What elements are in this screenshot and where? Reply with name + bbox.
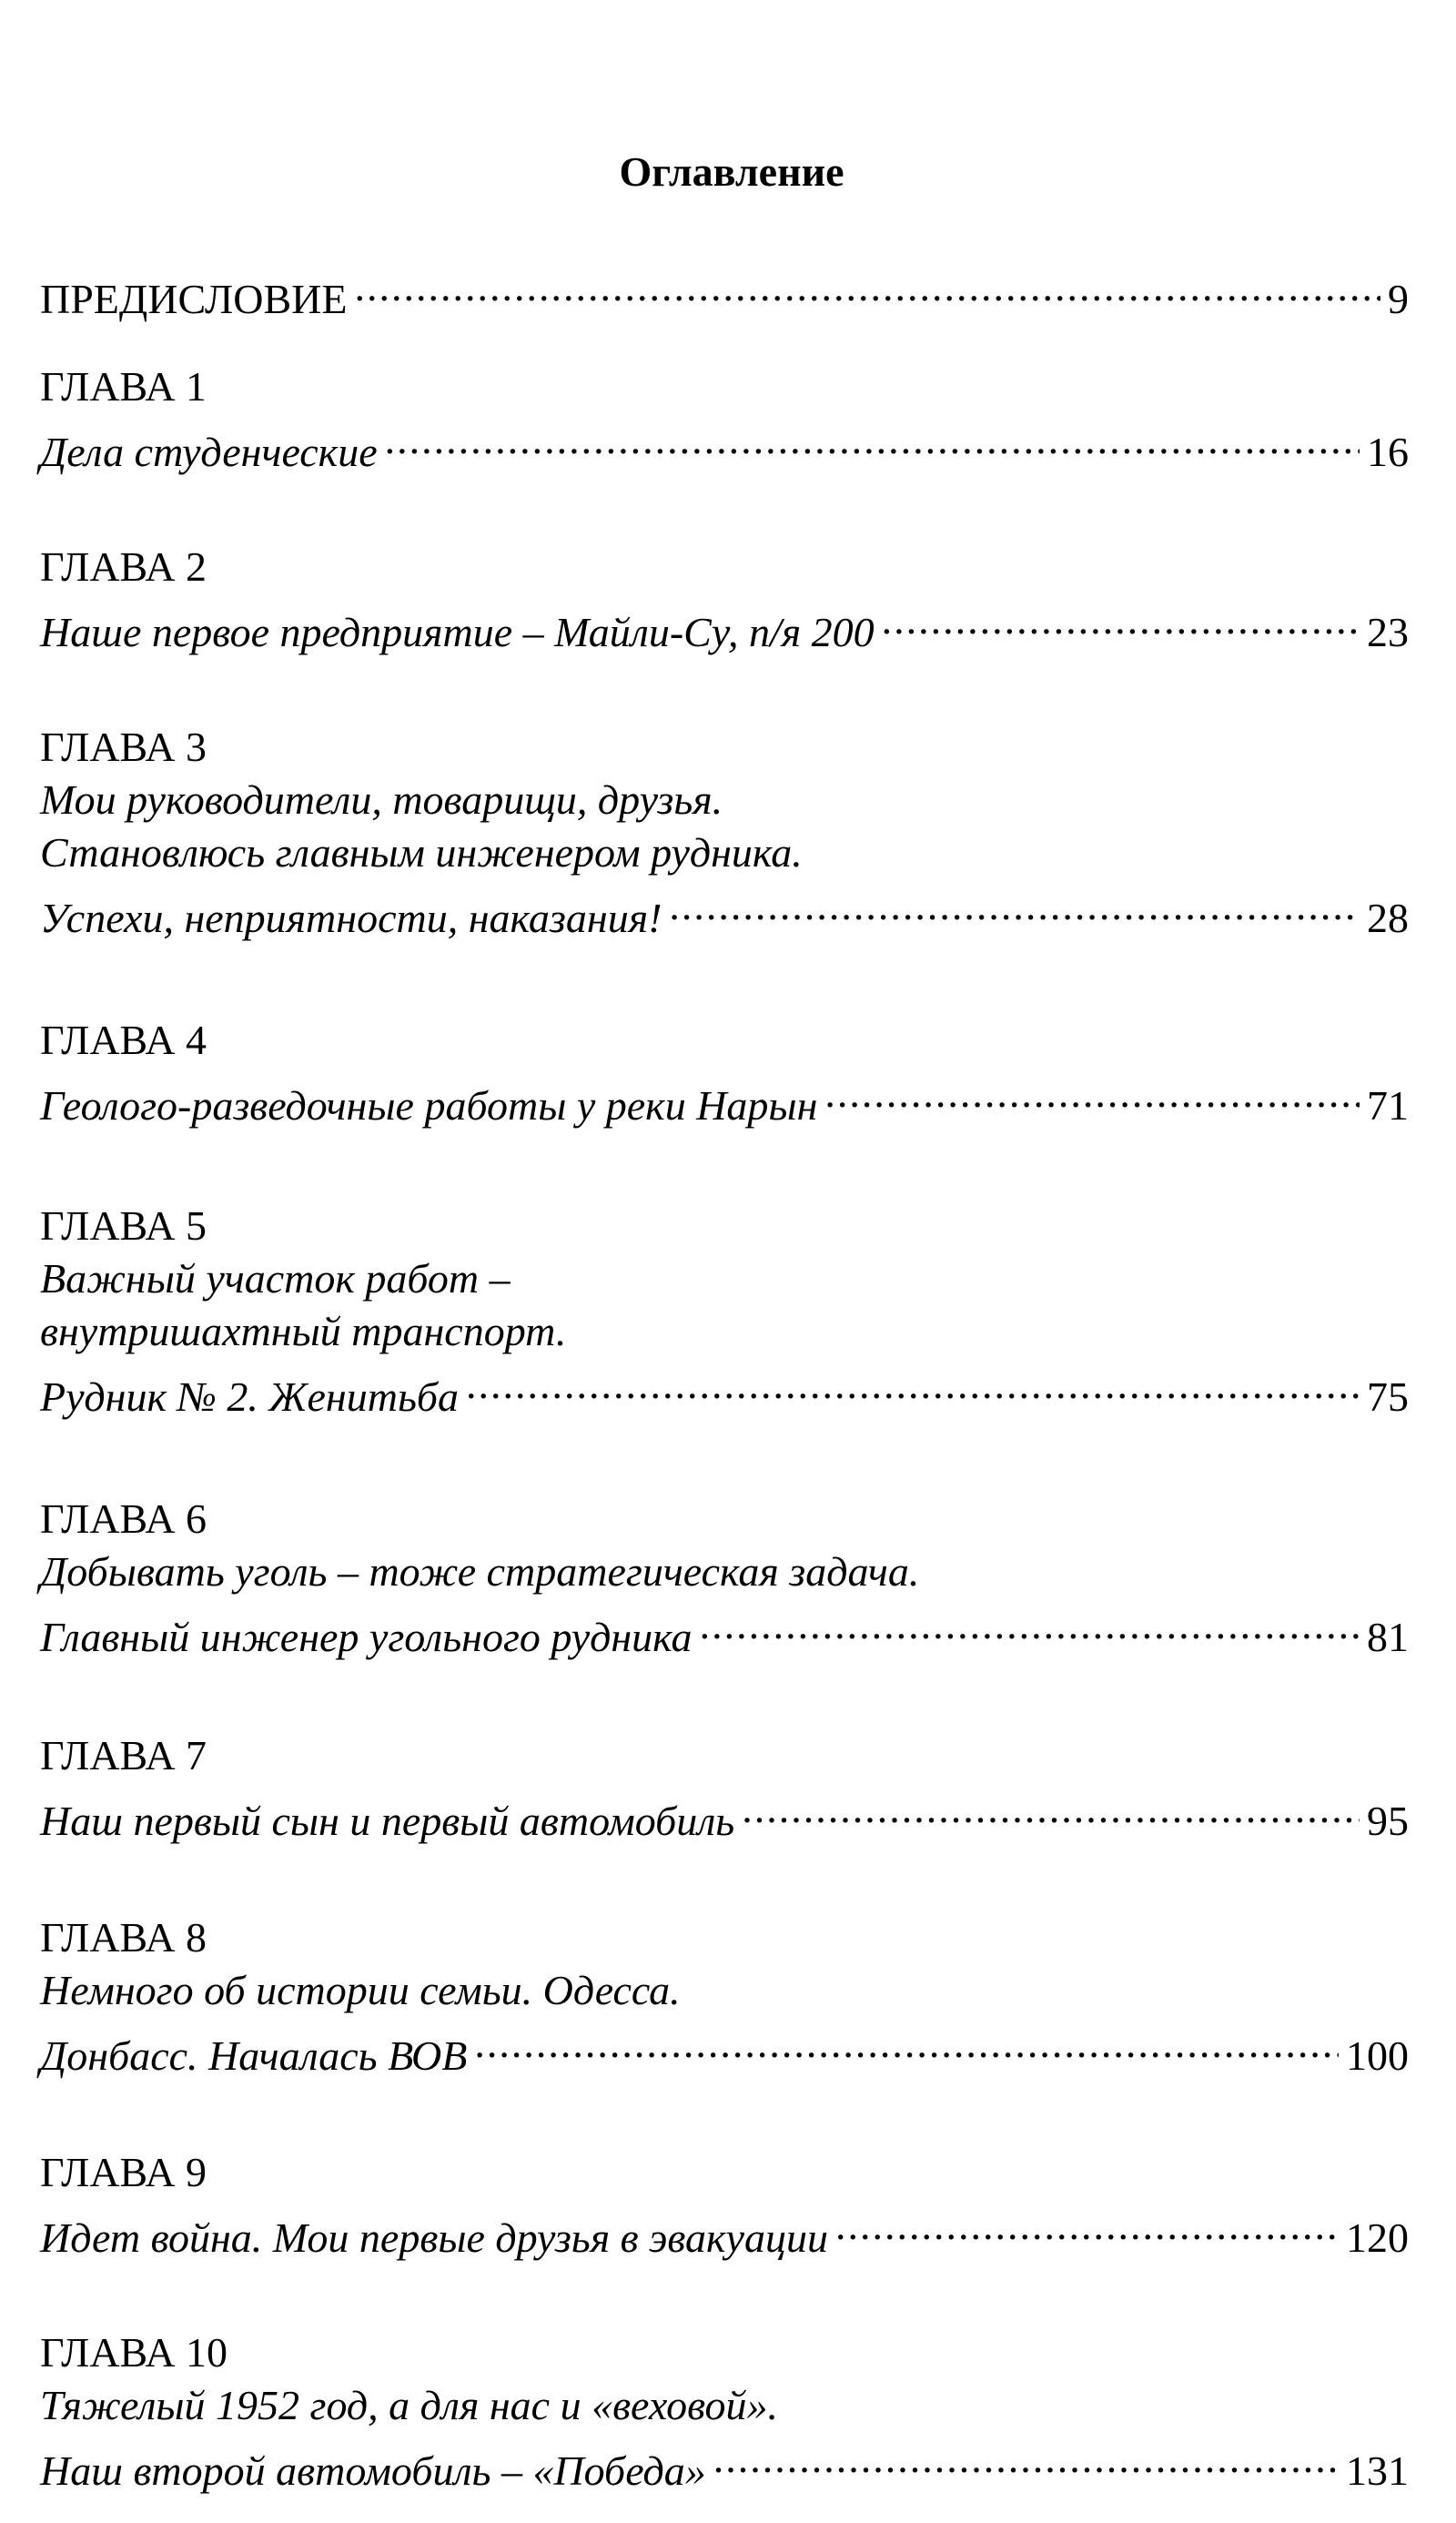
toc-line: [40, 879, 1409, 941]
page-number: 71: [1367, 1082, 1409, 1129]
chapter-title: Наше первое предприятие – Майли-Су, п/я 200: [40, 609, 875, 655]
chapter-title: Рудник № 2. Женитьба: [40, 1373, 460, 1420]
toc-line: [40, 2017, 1409, 2079]
toc-line: [40, 413, 1409, 475]
dot-leader: [385, 413, 1360, 466]
chapter-heading: ГЛАВА 9: [40, 2149, 207, 2195]
dot-leader: [742, 1782, 1360, 1835]
toc-entry-chapter-6: [40, 1493, 1409, 1660]
toc-line: [40, 2199, 1409, 2261]
page-number: 23: [1367, 609, 1409, 655]
chapter-heading: ГЛАВА 3: [40, 724, 207, 770]
dot-leader: [824, 1067, 1360, 1120]
chapter-title: Донбасс. Началась ВОВ: [40, 2032, 468, 2079]
chapter-title: Наш первый сын и первый автомобиль: [40, 1798, 735, 1844]
dot-leader: [669, 879, 1360, 932]
page-number: 95: [1367, 1798, 1409, 1844]
chapter-heading: ГЛАВА 5: [40, 1202, 207, 1249]
toc-line: [40, 593, 1409, 655]
chapter-title: Дела студенческие: [40, 429, 378, 475]
toc-line: [40, 1067, 1409, 1129]
toc-entry-label: ПРЕДИСЛОВИЕ: [40, 276, 348, 322]
toc-line: [40, 1782, 1409, 1844]
toc-entry-chapter-10: [40, 2326, 1409, 2494]
toc-entry-chapter-2: [40, 541, 1409, 655]
dot-leader: [700, 1598, 1360, 1651]
page-number: 100: [1346, 2032, 1409, 2079]
toc-line: [40, 1358, 1409, 1420]
chapter-title: Успехи, неприятности, наказания!: [40, 895, 662, 941]
dot-leader: [882, 593, 1360, 646]
chapter-title-line: внутришахтный транспорт.: [40, 1308, 567, 1354]
toc-entry-chapter-8: [40, 1911, 1409, 2079]
page-number: 16: [1367, 429, 1409, 475]
chapter-heading: ГЛАВА 7: [40, 1732, 207, 1778]
toc-entry-preface: [40, 260, 1409, 322]
dot-leader: [354, 260, 1380, 313]
dot-leader: [474, 2017, 1339, 2070]
dot-leader: [466, 1358, 1360, 1411]
dot-leader: [835, 2199, 1339, 2252]
chapter-heading: ГЛАВА 1: [40, 363, 207, 410]
toc-entry-chapter-4: [40, 1014, 1409, 1129]
toc-entry-chapter-3: [40, 721, 1409, 941]
chapter-title: Идет война. Мои первые друзья в эвакуации: [40, 2214, 828, 2261]
chapter-heading: ГЛАВА 4: [40, 1017, 207, 1063]
chapter-heading: ГЛАВА 8: [40, 1914, 207, 1961]
chapter-title-line: Тяжелый 1952 год, а для нас и «веховой».: [40, 2382, 778, 2428]
chapter-title: Геолого-разведочные работы у реки Нарын: [40, 1082, 818, 1129]
chapter-heading: ГЛАВА 10: [40, 2329, 228, 2376]
page-title: Оглавление: [619, 148, 844, 195]
page-number: 131: [1346, 2447, 1409, 2494]
chapter-title-line: Добывать уголь – тоже стратегическая задача.: [40, 1548, 920, 1595]
chapter-title-line: Немного об истории семьи. Одесса.: [40, 1967, 681, 2013]
chapter-title-line: Важный участок работ –: [40, 1255, 511, 1302]
toc-entry-chapter-9: [40, 2146, 1409, 2261]
chapter-heading: ГЛАВА 6: [40, 1495, 207, 1542]
chapter-title-line: Становлюсь главным инженером рудника.: [40, 829, 803, 876]
dot-leader: [713, 2432, 1339, 2485]
chapter-heading: ГЛАВА 2: [40, 543, 207, 590]
page-number: 120: [1346, 2214, 1409, 2261]
chapter-title: Главный инженер угольного рудника: [40, 1614, 693, 1660]
chapter-title-line: Мои руководители, товарищи, друзья.: [40, 776, 723, 823]
toc-entry-chapter-5: [40, 1200, 1409, 1420]
page-number: 28: [1367, 895, 1409, 941]
page-number: 9: [1388, 276, 1409, 322]
page-number: 75: [1367, 1373, 1409, 1420]
toc-line: [40, 2432, 1409, 2494]
toc-entry-chapter-7: [40, 1729, 1409, 1844]
toc-line: [40, 1598, 1409, 1660]
toc-entry-chapter-1: [40, 360, 1409, 475]
page-number: 81: [1367, 1614, 1409, 1660]
chapter-title: Наш второй автомобиль – «Победа»: [40, 2447, 706, 2494]
toc-line: [40, 260, 1409, 322]
